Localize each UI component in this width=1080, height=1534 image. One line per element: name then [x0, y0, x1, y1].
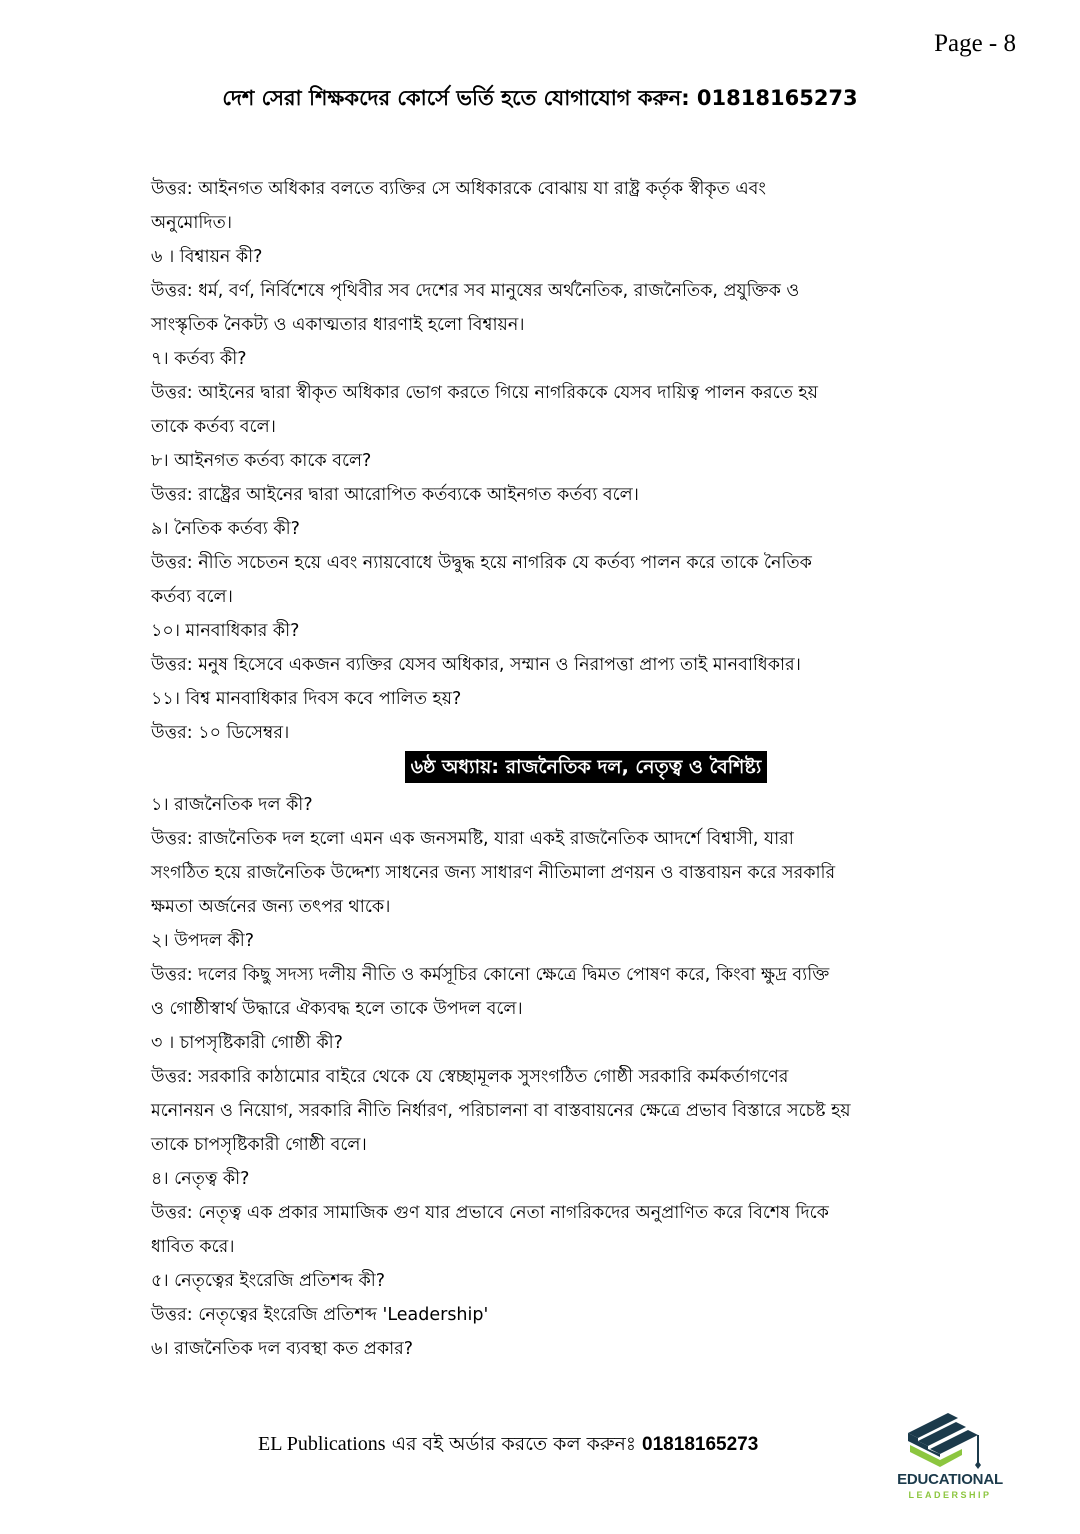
- logo-title: EDUCATIONAL: [897, 1471, 1003, 1488]
- graduation-cap-e-icon: [900, 1405, 1000, 1471]
- text-line: সাংস্কৃতিক নৈকট্য ও একাত্মতার ধারণাই হলো বিশ্বায়ন।: [151, 315, 525, 335]
- answer-line: উত্তর: রাষ্ট্রের আইনের দ্বারা আরোপিত কর্তব্যকে আইনগত কর্তব্য বলে।: [151, 485, 639, 505]
- question-line: ৬। রাজনৈতিক দল ব্যবস্থা কত প্রকার?: [151, 1339, 414, 1359]
- answer-line: উত্তর: আইনের দ্বারা স্বীকৃত অধিকার ভোগ করতে গিয়ে নাগরিককে যেসব দায়িত্ব পালন করতে হয়: [151, 383, 818, 403]
- footer-order-info: [258, 1430, 758, 1462]
- answer-line: উত্তর: ১০ ডিসেম্বর।: [151, 723, 290, 743]
- document-body: [151, 172, 941, 1366]
- question-line: ১১। বিশ্ব মানবাধিকার দিবস কবে পালিত হয়?: [151, 689, 462, 709]
- question-line: ৪। নেতৃত্ব কী?: [151, 1169, 250, 1189]
- question-line: ৮। আইনগত কর্তব্য কাকে বলে?: [151, 451, 372, 471]
- answer-line: উত্তর: নেতৃত্ব এক প্রকার সামাজিক গুণ যার প্রভাবে নেতা নাগরিকদের অনুপ্রাণিত করে বিশেষ দিকে: [151, 1203, 829, 1223]
- answer-line: উত্তর: ধর্ম, বর্ণ, নির্বিশেষে পৃথিবীর সব দেশের সব মানুষের অর্থনৈতিক, রাজনৈতিক, প্রযুক্তিক ও: [151, 281, 800, 301]
- text-line: তাকে কর্তব্য বলে।: [151, 417, 276, 437]
- question-line: ৫। নেতৃত্বের ইংরেজি প্রতিশব্দ কী?: [151, 1271, 385, 1291]
- educational-leadership-logo: [895, 1405, 1005, 1505]
- header-banner: দেশ সেরা শিক্ষকদের কোর্সে ভর্তি হতে যোগাযোগ করুন: 01818165273: [222, 86, 858, 110]
- answer-line: উত্তর: রাজনৈতিক দল হলো এমন এক জনসমষ্টি, যারা একই রাজনৈতিক আদর্শে বিশ্বাসী, যারা: [151, 829, 794, 849]
- question-line: ৩ । চাপসৃষ্টিকারী গোষ্ঠী কী?: [151, 1033, 343, 1053]
- answer-line: উত্তর: দলের কিছু সদস্য দলীয় নীতি ও কর্মসূচির কোনো ক্ষেত্রে দ্বিমত পোষণ করে, কিংবা ক্ষুদ্র ব্যক্তি: [151, 965, 830, 985]
- logo-subtitle: LEADERSHIP: [908, 1490, 992, 1500]
- text-line: কর্তব্য বলে।: [151, 587, 233, 607]
- page-number: Page - 8: [934, 30, 1016, 57]
- text-line: ও গোষ্ঠীস্বার্থ উদ্ধারে ঐক্যবদ্ধ হলে তাকে উপদল বলে।: [151, 999, 523, 1019]
- chapter-heading-container: [151, 751, 941, 787]
- text-line: তাকে চাপসৃষ্টিকারী গোষ্ঠী বলে।: [151, 1135, 367, 1155]
- question-line: ৯। নৈতিক কর্তব্য কী?: [151, 519, 300, 539]
- text-line: অনুমোদিত।: [151, 213, 233, 233]
- chapter-heading: ৬ষ্ঠ অধ্যায়: রাজনৈতিক দল, নেতৃত্ব ও বৈশিষ্ট্য: [405, 751, 768, 783]
- text-line: ক্ষমতা অর্জনের জন্য তৎপর থাকে।: [151, 897, 391, 917]
- text-line: সংগঠিত হয়ে রাজনৈতিক উদ্দেশ্য সাধনের জন্য সাধারণ নীতিমালা প্রণয়ন ও বাস্তবায়ন করে সরকারি: [151, 863, 836, 883]
- answer-line: উত্তর: সরকারি কাঠামোর বাইরে থেকে যে স্বেচ্ছামূলক সুসংগঠিত গোষ্ঠী সরকারি কর্মকর্তাগণের: [151, 1067, 789, 1087]
- question-line: ১। রাজনৈতিক দল কী?: [151, 795, 313, 815]
- answer-line: উত্তর: মনুষ হিসেবে একজন ব্যক্তির যেসব অধিকার, সম্মান ও নিরাপত্তা প্রাপ্য তাই মানবাধিকার।: [151, 655, 801, 675]
- text-line: মনোনয়ন ও নিয়োগ, সরকারি নীতি নির্ধারণ, পরিচালনা বা বাস্তবায়নের ক্ষেত্রে প্রভাব বিস্তারে সচেষ্ট হয়: [151, 1101, 851, 1121]
- text-line: ধাবিত করে।: [151, 1237, 235, 1257]
- question-line: ১০। মানবাধিকার কী?: [151, 621, 300, 641]
- text-line: উত্তর: আইনগত অধিকার বলতে ব্যক্তির সে অধিকারকে বোঝায় যা রাষ্ট্র কর্তৃক স্বীকৃত এবং: [151, 179, 766, 199]
- footer-phone: 01818165273: [642, 1434, 759, 1455]
- question-line: ৭। কর্তব্য কী?: [151, 349, 247, 369]
- question-line: ২। উপদল কী?: [151, 931, 255, 951]
- answer-line: উত্তর: নেতৃত্বের ইংরেজি প্রতিশব্দ 'Leadership': [151, 1305, 489, 1325]
- footer-publisher: EL Publications: [258, 1433, 386, 1455]
- footer-order-text: এর বই অর্ডার করতে কল করুনঃ: [385, 1433, 643, 1455]
- answer-line: উত্তর: নীতি সচেতন হয়ে এবং ন্যায়বোধে উদ্বুদ্ধ হয়ে নাগরিক যে কর্তব্য পালন করে তাকে নৈতিক: [151, 553, 812, 573]
- question-line: ৬ । বিশ্বায়ন কী?: [151, 247, 263, 267]
